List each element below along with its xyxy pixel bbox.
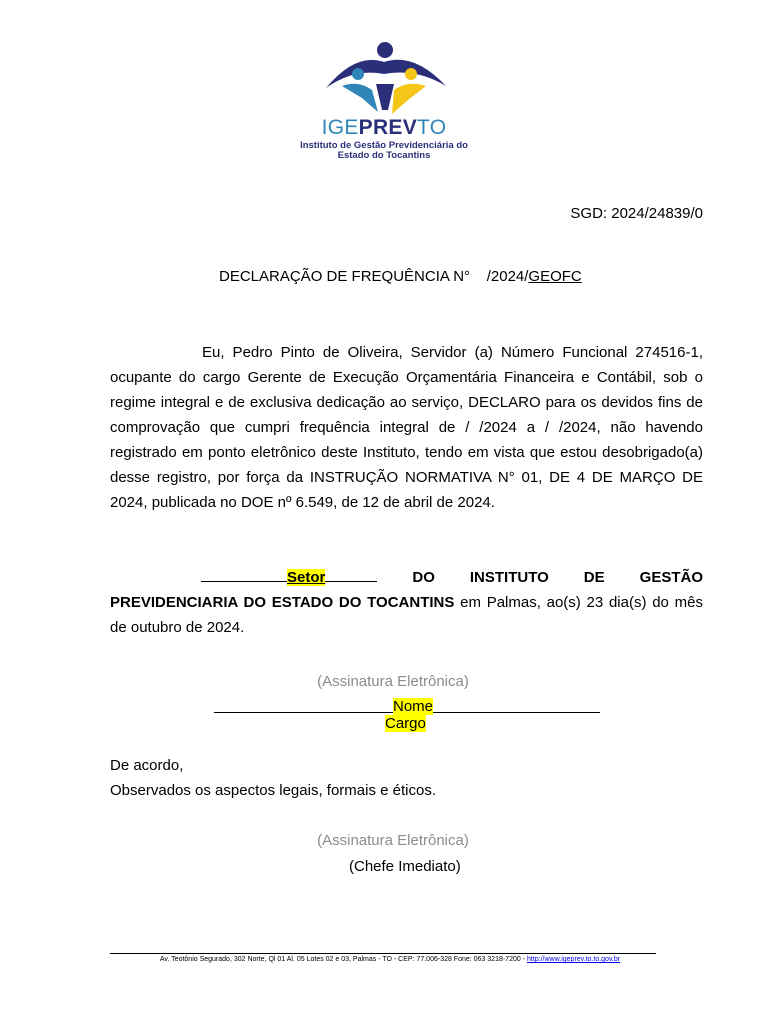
website-link[interactable]: http://www.igeprev.to.to.gov.br: [526, 956, 621, 963]
unit-code: GEOFC: [528, 268, 582, 285]
signer-role-placeholder: Cargo: [385, 715, 426, 732]
supervisor-electronic-signature-label: (Assinatura Eletrônica): [317, 832, 469, 849]
electronic-signature-label: (Assinatura Eletrônica): [317, 673, 469, 690]
declaration-paragraph: Eu, Pedro Pinto de Oliveira, Servidor (a) Número Funcional 274516-1, ocupante do cargo Gerente de Execução Orçamentária Financeira e Contábil, sob o regime integral e de exclusiva dedicação ao serviço, DECLARO para os devidos fins de comprovação que cumpri frequência integral de / /2024 a / /2024, não havendo registrado em ponto eletrônico deste Instituto, tendo em vista que estou desobrigado(a) desse registro, por força da INSTRUÇÃO NORMATIVA N° 01, DE 4 DE MARÇO DE 2024, publicada no DOE nº 6.549, de 12 de abril de 2024.: [110, 344, 703, 511]
location-date-paragraph: Setor DO INSTITUTO DE GESTÃO PREVIDENCIARIA DO ESTADO DO TOCANTINS em Palmas, ao(s) 23 dia(s) do mês de outubro de 2024.: [110, 565, 703, 640]
setor-placeholder: Setor: [287, 569, 326, 586]
footer-address: Av. Teotônio Segurado, 302 Norte, Ql 01 Al. 05 Lotes 02 e 03, Palmas - TO - CEP: 77.006-328 Fone: 063 3218-7200 - http://www.igeprev.to.to.gov.br: [159, 956, 621, 963]
footer-divider: [110, 953, 656, 954]
sgd-number: SGD: 2024/24839/0: [570, 205, 703, 222]
institute-name: DO INSTITUTO DE GESTÃO PREVIDENCIARIA DO ESTADO DO TOCANTINS: [110, 569, 703, 611]
logo-subtitle-line1: Instituto de Gestão Previdenciária do: [300, 140, 468, 151]
logo-figures-icon: [296, 28, 472, 116]
supervisor-role: (Chefe Imediato): [349, 858, 461, 875]
signer-name-placeholder: Nome: [393, 698, 434, 715]
agreement-text: De acordo,: [110, 757, 184, 774]
document-title: DECLARAÇÃO DE FREQUÊNCIA N° /2024/GEOFC: [219, 268, 582, 285]
logo-name: IGEPREVTO: [321, 116, 447, 139]
igeprev-logo: [296, 28, 472, 166]
logo-subtitle-line2: Estado do Tocantins: [337, 150, 431, 161]
observations-text: Observados os aspectos legais, formais e éticos.: [110, 782, 436, 799]
